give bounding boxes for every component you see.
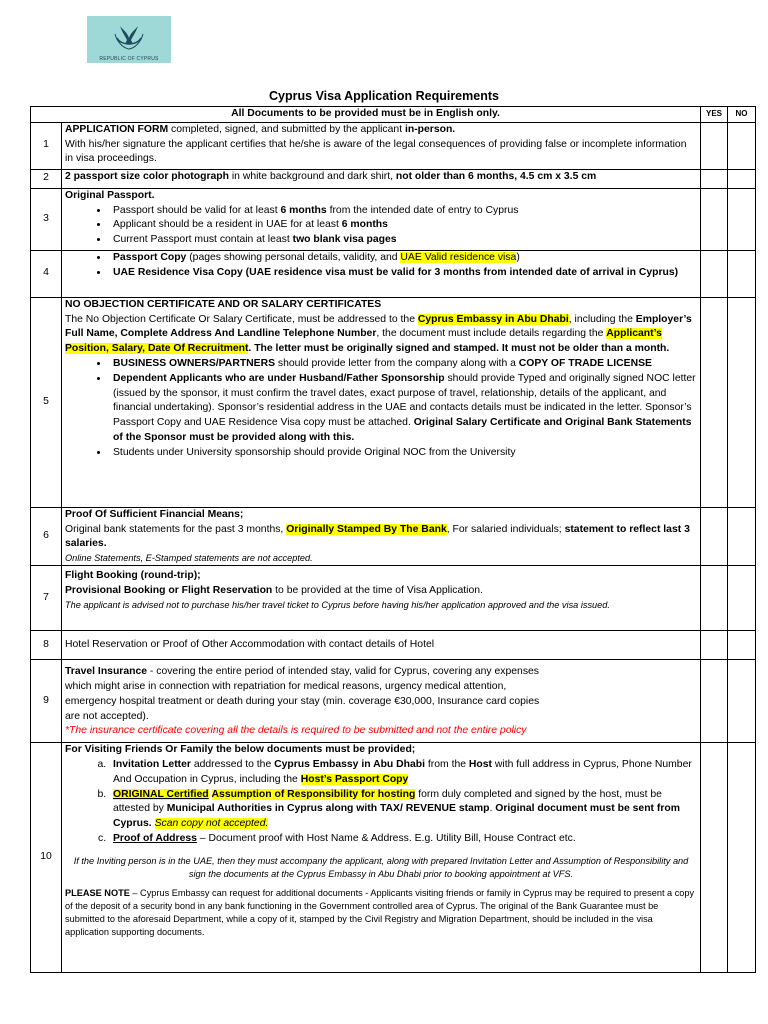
- no-checkbox-cell[interactable]: [728, 169, 756, 188]
- table-row: [31, 660, 756, 743]
- table-row: [31, 743, 756, 973]
- requirement-cell: Proof Of Sufficient Financial Means; Original bank statements for the past 3 months, Originally Stamped By The Bank, For salaried individuals; statement to reflect last 3 salaries. Online Statements, E-Stamped statements are not accepted.: [62, 507, 701, 565]
- no-checkbox-cell[interactable]: [728, 188, 756, 250]
- no-checkbox-cell[interactable]: [728, 507, 756, 565]
- row-number: 9: [31, 660, 62, 743]
- list-item: • Applicant should be a resident in UAE for at least 6 months: [109, 218, 697, 233]
- row-number: 5: [31, 297, 62, 507]
- logo-caption: REPUBLIC OF CYPRUS: [99, 56, 159, 62]
- no-checkbox-cell[interactable]: [728, 660, 756, 743]
- no-column-header: NO: [728, 107, 756, 123]
- no-checkbox-cell[interactable]: [728, 122, 756, 169]
- row-number: 6: [31, 507, 62, 565]
- list-item: • UAE Residence Visa Copy (UAE residence visa must be valid for 3 months from intended date of arrival in Cyprus): [109, 266, 697, 281]
- requirement-cell: NO OBJECTION CERTIFICATE AND OR SALARY CERTIFICATES The No Objection Certificate Or Salary Certificate, must be addressed to the Cyprus Embassy in Abu Dhabi, including the Employer’s Full Name, Complete Address And Landline Telephone Number, the document must include details regarding the Applicant’s Position, Salary, Date Of Recruitment. The letter must be originally signed and stamped. It must not be older than a month. • BUSINESS OWNERS/PARTNERS should provide letter from the company along with a COPY OF TRADE LICENSE • Dependent Applicants who are under Husband/Father Sponsorship should provide Typed and originally signed NOC letter (issued by the sponsor, it must confirm the travel dates, exact purpose of travel, relationship, details of the applicant, and financial undertaking). Sponsor’s residential address in the UAE and contacts details must be indicated in the letter. Sponsor’s Passport Copy and UAE Residence Visa copy must be attached. Original Salary Certificate and Original Bank Statements of the Sponsor must be provided along with this. • Students under University sponsorship should provide Original NOC from the University: [62, 297, 701, 507]
- yes-checkbox-cell[interactable]: [701, 122, 728, 169]
- requirement-cell: [62, 250, 701, 297]
- table-row: [31, 250, 756, 297]
- requirement-cell: APPLICATION FORM completed, signed, and submitted by the applicant in-person. With his/her signature the applicant certifies that he/she is aware of the legal consequences of providing false or incomplete information in visa proceedings.: [62, 122, 701, 169]
- requirement-cell: Travel Insurance - covering the entire period of intended stay, valid for Cyprus, covering any expenses which might arise in connection with repatriation for medical reasons, urgency medical attention, emergency hospital treatment or death during your stay (min. coverage €30,000, Insurance card copies are not accepted). *The insurance certificate covering all the details is required to be submitted and not the entire policy: [62, 660, 701, 743]
- no-checkbox-cell[interactable]: [728, 631, 756, 660]
- table-row: [31, 507, 756, 565]
- row-number: 10: [31, 743, 62, 973]
- list-item: • Passport should be valid for at least 6 months from the intended date of entry to Cyprus: [109, 204, 697, 219]
- requirement-cell: For Visiting Friends Or Family the below documents must be provided; a. Invitation Letter addressed to the Cyprus Embassy in Abu Dhabi from the Host with full address in Cyprus, Phone Number And Occupation in Cyprus, including the Host’s Passport Copy b. ORIGINAL Certified Assumption of Responsibility for hosting form duly completed and signed by the host, must be attested by Municipal Authorities in Cyprus along with TAX/ REVENUE stamp. Original document must be sent from Cyprus. Scan copy not accepted. c. Proof of Address – Document proof with Host Name & Address. E.g. Utility Bill, House Contract etc. If the Inviting person is in the UAE, then they must accompany the applicant, along with prepared Invitation Letter and Assumption of Responsibility and sign the documents at the Cyprus Embassy in Abu Dhabi prior to booking appointment at VFS. PLEASE NOTE – Cyprus Embassy can request for additional documents - Applicants visiting friends or family in Cyprus may be required to present a copy of the deposit of a security bond in any bank functioning in the Government controlled area of Cyprus. The original of the Bank Guarantee must be submitted to the aforesaid Department, while a copy of it, stamped by the Civil Registry and Migration Department, should be included in the visa application supporting documents.: [62, 743, 701, 973]
- row-number: 8: [31, 631, 62, 660]
- yes-checkbox-cell[interactable]: [701, 250, 728, 297]
- row-number: 3: [31, 188, 62, 250]
- yes-checkbox-cell[interactable]: [701, 188, 728, 250]
- list-item: • Passport Copy (pages showing personal details, validity, and UAE Valid residence visa): [109, 251, 697, 266]
- requirements-table: [30, 106, 756, 973]
- table-row: [31, 297, 756, 507]
- table-row: [31, 122, 756, 169]
- yes-checkbox-cell[interactable]: [701, 743, 728, 973]
- yes-checkbox-cell[interactable]: [701, 660, 728, 743]
- page-title: Cyprus Visa Application Requirements: [269, 89, 499, 103]
- requirement-cell: Original Passport. • Passport should be valid for at least 6 months from the intended date of entry to Cyprus • Applicant should be a resident in UAE for at least 6 months • Current Passport must contain at least two blank visa pages: [62, 188, 701, 250]
- list-item: • BUSINESS OWNERS/PARTNERS should provide letter from the company along with a COPY OF TRADE LICENSE: [109, 357, 697, 372]
- table-row: [31, 188, 756, 250]
- instruction-header: All Documents to be provided must be in English only.: [31, 107, 701, 123]
- table-row: [31, 566, 756, 631]
- yes-checkbox-cell[interactable]: [701, 566, 728, 631]
- uae-invite-note: If the Inviting person is in the UAE, then they must accompany the applicant, along with prepared Invitation Letter and Assumption of Responsibility and sign the documents at the Cyprus Embassy in Abu Dhabi prior to booking appointment at VFS.: [73, 855, 689, 879]
- row-number: 4: [31, 250, 62, 297]
- please-note: PLEASE NOTE – Cyprus Embassy can request for additional documents - Applicants visiting friends or family in Cyprus may be required to present a copy of the deposit of a security bond in any bank functioning in the Government controlled area of Cyprus. The original of the Bank Guarantee must be submitted to the aforesaid Department, while a copy of it, stamped by the Civil Registry and Migration Department, should be included in the visa application supporting documents.: [65, 887, 695, 937]
- table-header-row: [31, 107, 756, 123]
- yes-checkbox-cell[interactable]: [701, 297, 728, 507]
- list-item: • Dependent Applicants who are under Husband/Father Sponsorship should provide Typed and originally signed NOC letter (issued by the sponsor, it must confirm the travel dates, exact purpose of travel, relationship, details of the applicant, and financial undertaking). Sponsor’s residential address in the UAE and contacts details must be indicated in the letter. Sponsor’s Passport Copy and UAE Residence Visa copy must be attached. Original Salary Certificate and Original Bank Statements of the Sponsor must be provided along with this.: [109, 372, 697, 446]
- yes-checkbox-cell[interactable]: [701, 169, 728, 188]
- cyprus-emblem-logo: [87, 16, 171, 63]
- list-item: • Students under University sponsorship should provide Original NOC from the University: [109, 446, 697, 461]
- list-item: • Current Passport must contain at least two blank visa pages: [109, 233, 697, 248]
- no-checkbox-cell[interactable]: [728, 297, 756, 507]
- row-number: 2: [31, 169, 62, 188]
- yes-checkbox-cell[interactable]: [701, 507, 728, 565]
- requirement-cell: Flight Booking (round-trip); Provisional Booking or Flight Reservation to be provided at the time of Visa Application. The applicant is advised not to purchase his/her travel ticket to Cyprus before having his/her application approved and the visa issued.: [62, 566, 701, 631]
- row-number: 7: [31, 566, 62, 631]
- requirement-cell: 2 passport size color photograph in white background and dark shirt, not older than 6 months, 4.5 cm x 3.5 cm: [62, 169, 701, 188]
- list-item: c. Proof of Address – Document proof with Host Name & Address. E.g. Utility Bill, House Contract etc.: [109, 832, 697, 847]
- table-row: [31, 631, 756, 660]
- list-item: b. ORIGINAL Certified Assumption of Responsibility for hosting form duly completed and signed by the host, must be attested by Municipal Authorities in Cyprus along with TAX/ REVENUE stamp. Original document must be sent from Cyprus. Scan copy not accepted.: [109, 788, 697, 832]
- yes-column-header: YES: [701, 107, 728, 123]
- dove-emblem-icon: [87, 16, 171, 56]
- table-row: [31, 169, 756, 188]
- yes-checkbox-cell[interactable]: [701, 631, 728, 660]
- list-item: a. Invitation Letter addressed to the Cyprus Embassy in Abu Dhabi from the Host with full address in Cyprus, Phone Number And Occupation in Cyprus, including the Host’s Passport Copy: [109, 758, 697, 788]
- no-checkbox-cell[interactable]: [728, 743, 756, 973]
- no-checkbox-cell[interactable]: [728, 250, 756, 297]
- row-number: 1: [31, 122, 62, 169]
- no-checkbox-cell[interactable]: [728, 566, 756, 631]
- requirement-cell: Hotel Reservation or Proof of Other Accommodation with contact details of Hotel: [62, 631, 701, 660]
